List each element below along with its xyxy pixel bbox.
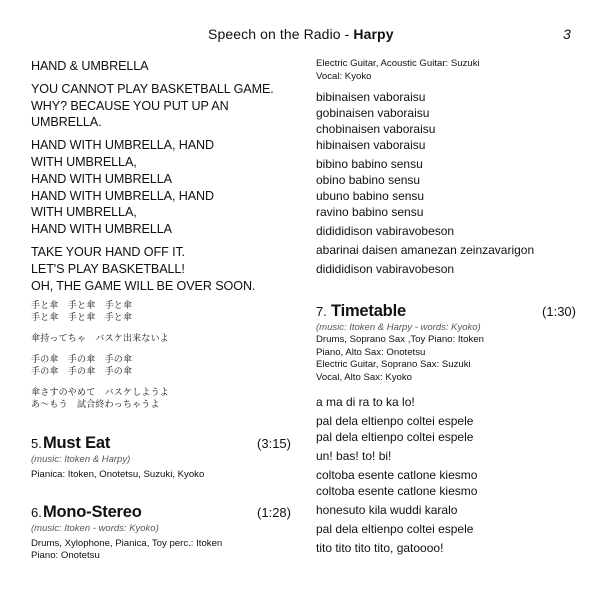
verse-2	[31, 137, 293, 238]
page-number: 3	[563, 26, 571, 42]
track-credit: (music: Itoken & Harpy - words: Kyoko)	[316, 322, 481, 333]
track-name: Must Eat	[43, 434, 111, 453]
jp-lyric-line: 手の傘 手の傘 手の傘	[31, 355, 133, 366]
lyric-line: ravino babino sensu	[316, 205, 424, 219]
lyric-line: HAND WITH UMBRELLA, HAND	[31, 138, 215, 153]
track-performers: Drums, Xylophone, Pianica, Toy perc.: Itoken	[31, 537, 223, 549]
lyric-line: HAND WITH UMBRELLA, HAND	[31, 188, 215, 203]
verse-3	[31, 244, 293, 294]
track-number: 7.	[316, 304, 327, 319]
lyric-line: LET'S PLAY BASKETBALL!	[31, 261, 185, 276]
track-credit: (music: Itoken & Harpy)	[31, 454, 131, 466]
lyric-line: coltoba esente catlone kiesmo	[316, 484, 478, 498]
lyric-line: honesuto kila wuddi karalo	[316, 503, 458, 517]
track-6	[31, 500, 293, 563]
track-duration: (3:15)	[257, 436, 291, 452]
album-title: Speech on the Radio - Harpy	[208, 26, 394, 42]
jp-lyric-line: 手と傘 手と傘 手と傘	[31, 313, 133, 324]
track-performers: Vocal, Alto Sax: Kyoko	[316, 371, 412, 383]
lyric-line: gobinaisen vaboraisu	[316, 106, 430, 120]
lyric-line: bibino babino sensu	[316, 157, 423, 171]
track-performers: Electric Guitar, Acoustic Guitar: Suzuki	[316, 58, 480, 69]
jp-lyric-line: 傘持ってちゃ バスケ出来ないよ	[31, 334, 170, 345]
lyric-line: chobinaisen vaboraisu	[316, 122, 436, 136]
track-name: Timetable	[331, 302, 406, 320]
track-performers: Vocal: Kyoko	[316, 70, 372, 82]
lyric-line: HAND WITH UMBRELLA	[31, 222, 172, 237]
lyric-line: a ma di ra to ka lo!	[316, 395, 415, 409]
lyric-line: hibinaisen vaboraisu	[316, 138, 426, 152]
lyric-line: pal dela eltienpo coltei espele	[316, 522, 474, 536]
jp-lyric-line: 手の傘 手の傘 手の傘	[31, 367, 133, 378]
song-title: HAND & UMBRELLA	[31, 59, 149, 73]
track-performers: Drums, Soprano Sax ,Toy Piano: Itoken	[316, 334, 484, 345]
track-name: Mono-Stereo	[43, 502, 142, 521]
page-header	[0, 26, 600, 46]
jp-lyric-line: 傘さすのやめて バスケしようよ	[31, 388, 170, 399]
lyric-line: coltoba esente catlone kiesmo	[316, 468, 478, 482]
lyric-line: abarinai daisen amanezan zeinzavarigon	[316, 243, 535, 257]
jp-lyric-line: 手と傘 手と傘 手と傘	[31, 301, 133, 312]
left-column	[31, 58, 293, 563]
lyric-line: YOU CANNOT PLAY BASKETBALL GAME.	[31, 81, 274, 96]
track-credit: (music: Itoken - words: Kyoko)	[31, 522, 159, 534]
lyric-line: obino babino sensu	[316, 173, 421, 187]
track-number: 6.	[31, 504, 42, 520]
lyric-line: ubuno babino sensu	[316, 189, 425, 203]
lyric-line: tito tito tito tito, gatoooo!	[316, 541, 444, 555]
right-column	[316, 58, 578, 556]
lyric-line: WITH UMBRELLA,	[31, 154, 137, 169]
lyric-line: didididison vabiravobeson	[316, 262, 455, 276]
verse-1	[31, 81, 293, 131]
track-performers: Piano, Alto Sax: Onotetsu	[316, 346, 426, 358]
lyric-line: WITH UMBRELLA,	[31, 205, 137, 220]
track-duration: (1:30)	[542, 304, 576, 319]
lyric-line: un! bas! to! bi!	[316, 449, 392, 463]
lyric-line: TAKE YOUR HAND OFF IT.	[31, 244, 186, 259]
lyric-line: UMBRELLA.	[31, 115, 102, 130]
lyrics-block	[316, 89, 578, 277]
lyric-line: pal dela eltienpo coltei espele	[316, 414, 474, 428]
track-performers: Piano: Onotetsu	[31, 550, 100, 562]
track-number: 5.	[31, 436, 42, 452]
lyric-line: pal dela eltienpo coltei espele	[316, 430, 474, 444]
lyric-line: didididison vabiravobeson	[316, 224, 455, 238]
lyric-line: OH, THE GAME WILL BE OVER SOON.	[31, 278, 256, 293]
lyric-line: HAND WITH UMBRELLA	[31, 171, 172, 186]
timetable-lyrics	[316, 394, 578, 556]
track-7	[316, 299, 578, 384]
lyric-line: bibinaisen vaboraisu	[316, 90, 426, 104]
japanese-lyrics	[31, 300, 293, 411]
track-performers: Pianica: Itoken, Onotetsu, Suzuki, Kyoko	[31, 469, 205, 481]
track-5	[31, 431, 293, 482]
jp-lyric-line: あ～もう 試合終わっちゃうよ	[31, 400, 160, 411]
lyric-line: WHY? BECAUSE YOU PUT UP AN	[31, 98, 229, 113]
track-duration: (1:28)	[257, 504, 291, 520]
track-performers: Electric Guitar, Soprano Sax: Suzuki	[316, 359, 471, 370]
